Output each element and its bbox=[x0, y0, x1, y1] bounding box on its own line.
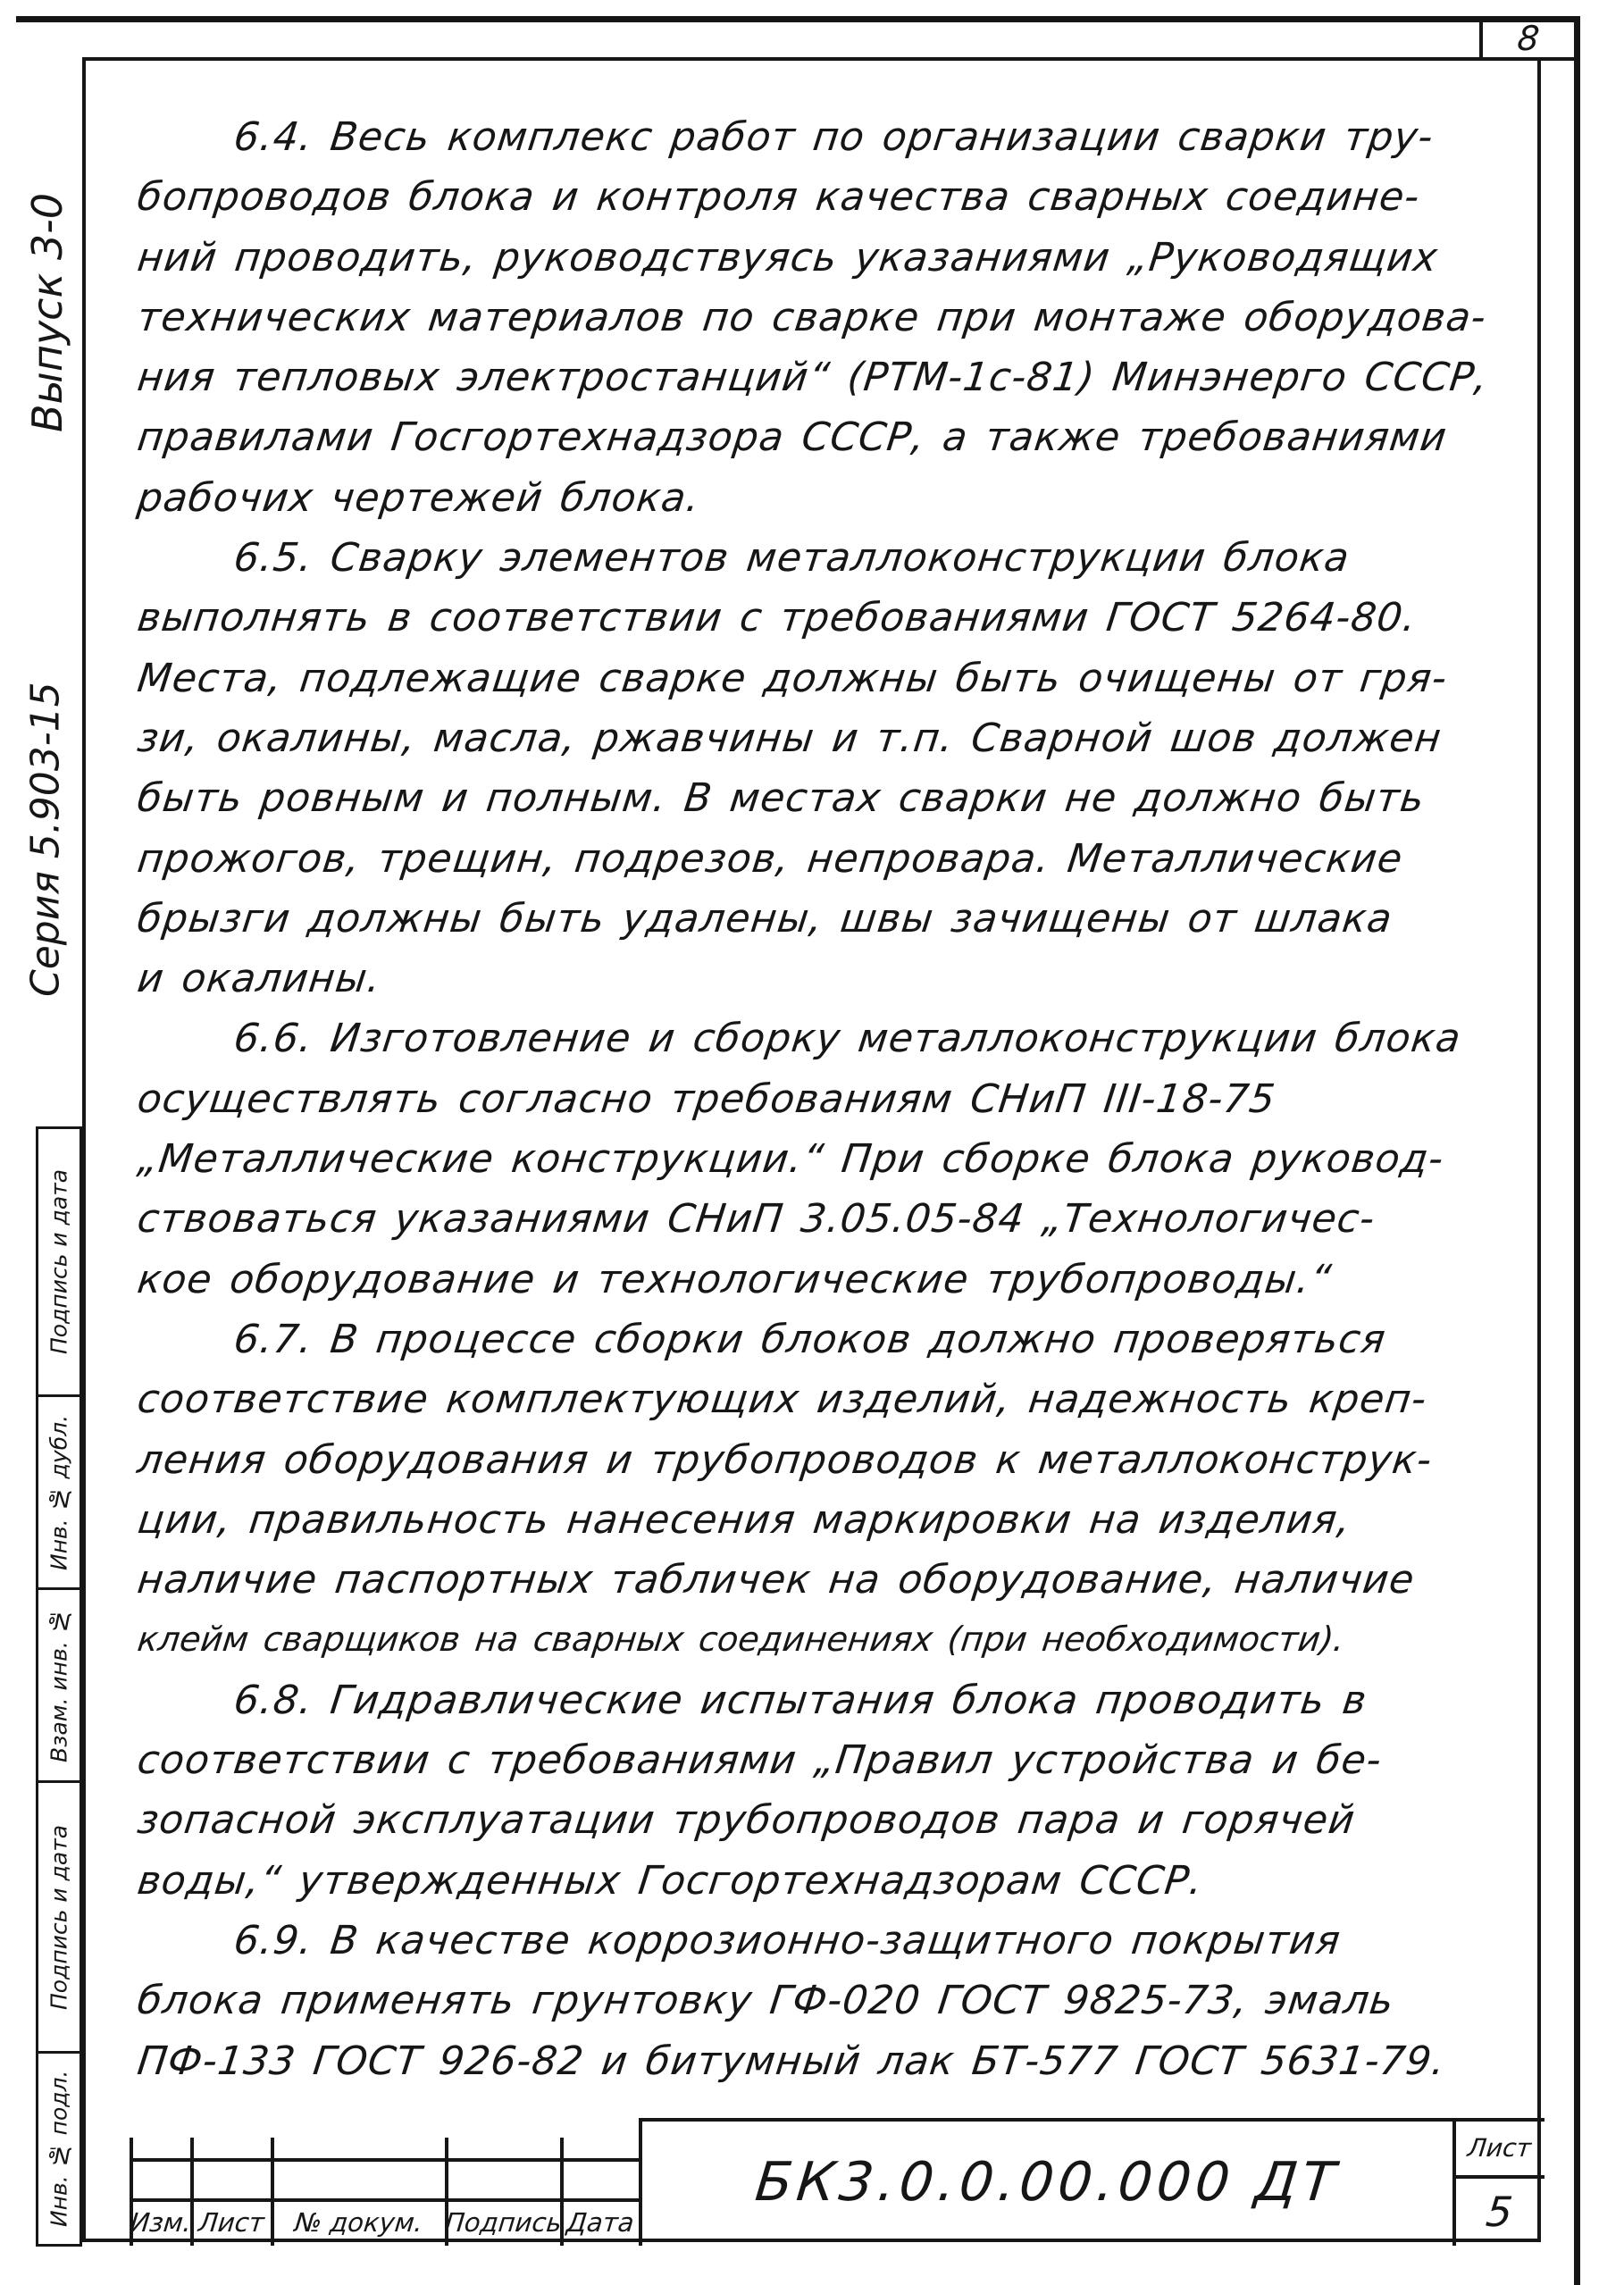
col-label-dokum: № докум. bbox=[293, 2207, 424, 2238]
text-line: бопроводов блока и контроля качества сварных соедине- bbox=[135, 174, 1423, 221]
document-number: БК3.0.0.00.000 ДТ bbox=[752, 2151, 1343, 2214]
text-line: выполнять в соответствии с требованиями ГОСТ 5264-80. bbox=[135, 595, 1419, 641]
body-text bbox=[134, 107, 1554, 2091]
title-block-row-line bbox=[130, 2158, 642, 2162]
text-line: соответствии с требованиями „Правил устройства и бе- bbox=[135, 1737, 1385, 1784]
text-line: „Металлические конструкции.“ При сборке блока руковод- bbox=[135, 1136, 1447, 1183]
text-line: Места, подлежащие сварке должны быть очищены от гря- bbox=[135, 655, 1451, 701]
text-line: ния тепловых электростанций“ (РТМ-1с-81) Минэнерго СССР, bbox=[135, 355, 1491, 401]
text-line: зи, окалины, масла, ржавчины и т.п. Сварной шов должен bbox=[135, 715, 1444, 761]
text-line: блока применять грунтовку ГФ-020 ГОСТ 9825-73, эмаль bbox=[135, 1978, 1397, 2024]
sheet-label: Лист bbox=[1466, 2132, 1533, 2163]
text-line: кое оборудование и технологические трубопроводы.“ bbox=[135, 1256, 1335, 1302]
text-line: ции, правильность нанесения маркировки на изделия, bbox=[135, 1496, 1354, 1543]
stamp-signature-date-1: Подпись и дата bbox=[36, 1126, 82, 1397]
text-line: ствоваться указаниями СНиП 3.05.05-84 „Технологичес- bbox=[135, 1196, 1378, 1243]
stamp-inv-dubl: Инв. № дубл. bbox=[36, 1394, 82, 1590]
col-label-podpis: Подпись bbox=[443, 2207, 564, 2238]
text-line: 6.9. В качестве коррозионно-защитного покрытия bbox=[231, 1917, 1344, 1963]
text-line: и окалины. bbox=[135, 956, 384, 1002]
margin-issue-label: Выпуск 3-0 bbox=[23, 193, 71, 433]
stamp-vzam-inv: Взам. инв. № bbox=[36, 1587, 82, 1783]
col-label-data: Дата bbox=[565, 2207, 636, 2238]
text-line: зопасной эксплуатации трубопроводов пара и горячей bbox=[135, 1797, 1358, 1844]
stamp-signature-date-2: Подпись и дата bbox=[36, 1780, 82, 2054]
text-line: технических материалов по сварке при монтаже оборудова- bbox=[135, 294, 1489, 340]
text-line: воды,“ утвержденных Госгортехнадзорам СССР. bbox=[135, 1857, 1206, 1904]
page-number: 8 bbox=[1515, 19, 1542, 58]
text-line: наличие паспортных табличек на оборудование, наличие bbox=[135, 1557, 1418, 1603]
text-line: прожогов, трещин, подрезов, непровара. Металлические bbox=[135, 835, 1406, 882]
text-line: брызги должны быть удалены, швы зачищены от шлака bbox=[135, 895, 1395, 942]
text-line: клейм сварщиков на сварных соединениях (при необходимости). bbox=[135, 1620, 1347, 1660]
outer-border-top bbox=[16, 16, 1580, 22]
stamp-inv-podl: Инв. № подл. bbox=[36, 2051, 82, 2247]
text-line: осуществлять согласно требованиям СНиП III-18-75 bbox=[135, 1076, 1278, 1122]
text-line: ний проводить, руководствуясь указаниями „Руководящих bbox=[135, 234, 1441, 280]
sheet-number-value: 5 bbox=[1484, 2187, 1515, 2236]
text-line: 6.4. Весь комплекс работ по организации сварки тру- bbox=[231, 114, 1436, 160]
text-line: ПФ-133 ГОСТ 926-82 и битумный лак БТ-577 ГОСТ 5631-79. bbox=[135, 2038, 1449, 2084]
text-line: соответствие комплектующих изделий, надежность креп- bbox=[135, 1377, 1430, 1423]
text-line: 6.8. Гидравлические испытания блока проводить в bbox=[231, 1677, 1370, 1723]
text-line: 6.6. Изготовление и сборку металлоконструкции блока bbox=[231, 1016, 1464, 1062]
margin-series-label: Серия 5.903-15 bbox=[22, 682, 69, 998]
text-line: ления оборудования и трубопроводов к металлоконструк- bbox=[135, 1436, 1436, 1483]
text-line: 6.7. В процессе сборки блоков должно проверяться bbox=[231, 1316, 1389, 1362]
text-line: рабочих чертежей блока. bbox=[135, 474, 703, 521]
text-line: быть ровным и полным. В местах сварки не должно быть bbox=[135, 775, 1427, 822]
col-label-izm: Изм. bbox=[129, 2207, 193, 2238]
text-line: 6.5. Сварку элементов металлоконструкции блока bbox=[231, 535, 1352, 582]
col-label-list: Лист bbox=[197, 2207, 266, 2238]
text-line: правилами Госгортехнадзора СССР, а также требованиями bbox=[135, 414, 1450, 461]
outer-border-right bbox=[1574, 16, 1580, 2285]
